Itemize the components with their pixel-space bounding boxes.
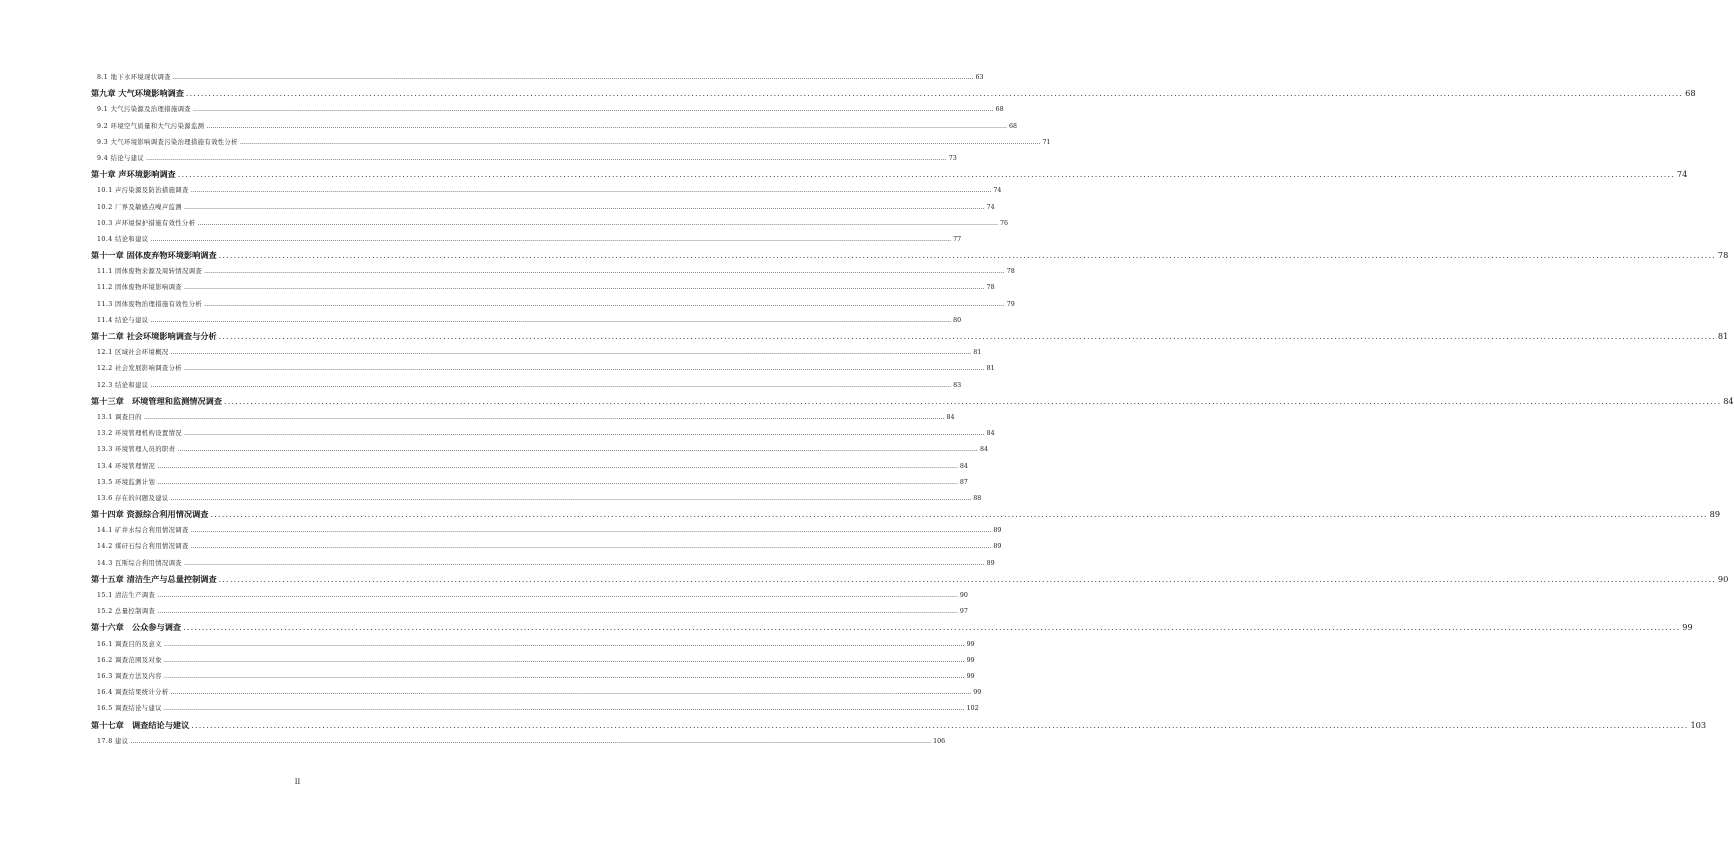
toc-leader-dots: ................................................................................................................................................................................................................................................................................................................................................................................................................: [157, 608, 958, 616]
toc-leader-dots: ................................................................................................................................................................................................................................................................................................................................................................................................................: [184, 365, 985, 373]
toc-leader-dots: ................................................................................................................................................................................................................................................................................................................................................................................................................: [204, 268, 1005, 276]
toc-leader-dots: ................................................................................................................................................................................................................................................................................................................................................................................................................: [170, 349, 972, 357]
toc-entry-title: 第十一章 固体废弃物环境影响调查: [91, 250, 217, 261]
toc-entry-title: 16.5 调查结论与建议: [97, 705, 162, 713]
toc-section-entry[interactable]: [91, 299, 1015, 315]
toc-entry-page: 79: [1006, 300, 1015, 308]
toc-entry-title: 9.2 环境空气质量和大气污染源监测: [97, 122, 205, 130]
toc-section-entry[interactable]: [91, 606, 968, 622]
toc-section-entry[interactable]: [91, 493, 982, 509]
toc-entry-page: 83: [953, 381, 962, 389]
toc-entry-title: 12.2 社会发展影响调查分析: [97, 365, 182, 373]
toc-entry-page: 99: [966, 672, 975, 680]
toc-section-entry[interactable]: [91, 347, 982, 363]
toc-section-entry[interactable]: [91, 558, 995, 574]
toc-entry-page: 68: [995, 106, 1004, 114]
toc-leader-dots: ................................................................................................................................................................................................................................................................................................................................................................................................................: [163, 672, 965, 680]
toc-section-entry[interactable]: [91, 315, 962, 331]
toc-entry-page: 106: [933, 737, 946, 745]
toc-entry-title: 10.3 声环境保护措施有效性分析: [97, 219, 196, 227]
toc-section-entry[interactable]: [91, 590, 968, 606]
toc-entry-title: 13.5 环境监测计划: [97, 478, 156, 486]
toc-entry-title: 第十六章 公众参与调查: [91, 622, 182, 633]
toc-section-entry[interactable]: [91, 541, 1002, 557]
toc-entry-title: 14.2 煤矸石综合利用情况调查: [97, 543, 189, 551]
toc-entry-page: 68: [1009, 122, 1018, 130]
toc-entry-page: 89: [993, 543, 1002, 551]
toc-entry-title: 15.2 总量控制调查: [97, 608, 156, 616]
toc-leader-dots: ................................................................................................................................................................................................................................................................................................................................................................................................................: [190, 527, 992, 535]
toc-entry-page: 88: [973, 494, 982, 502]
toc-entry-title: 10.1 声污染源及防治措施调查: [97, 187, 189, 195]
toc-entry-page: 84: [946, 413, 955, 421]
toc-section-entry[interactable]: [91, 736, 946, 752]
toc-section-entry[interactable]: [91, 185, 1002, 201]
toc-entry-title: 12.3 结论和建议: [97, 381, 149, 389]
toc-leader-dots: ................................................................................................................................................................................................................................................................................................................................................................................................................: [206, 122, 1008, 130]
toc-leader-dots: ................................................................................................................................................................................................................................................................................................................................................................................................................: [163, 705, 965, 713]
toc-leader-dots: ................................................................................................................................................................................................................................................................................................................................................................................................................: [157, 478, 958, 486]
toc-entry-page: 90: [1717, 573, 1729, 584]
toc-leader-dots: ................................................................................................................................................................................................................................................................................................................................................................................................................: [172, 74, 974, 81]
toc-leader-dots: ................................................................................................................................................................................................................................................................................................................................................................................................................: [170, 689, 972, 697]
toc-leader-dots: ................................................................................................................................................................................................................................................................................................................................................................................................................: [218, 574, 1716, 584]
toc-leader-dots: ................................................................................................................................................................................................................................................................................................................................................................................................................: [190, 187, 992, 195]
toc-entry-page: 73: [948, 154, 957, 162]
toc-section-entry[interactable]: [91, 671, 975, 687]
toc-entry-title: 14.3 瓦斯综合利用情况调查: [97, 559, 182, 567]
toc-entry-title: 第十三章 环境管理和监测情况调查: [91, 395, 223, 406]
toc-leader-dots: ................................................................................................................................................................................................................................................................................................................................................................................................................: [183, 623, 1681, 633]
toc-entry-page: 74: [1676, 169, 1688, 180]
toc-entry-title: 13.4 环境管理情况: [97, 462, 156, 470]
toc-leader-dots: ................................................................................................................................................................................................................................................................................................................................................................................................................: [150, 235, 952, 243]
toc-entry-page: 89: [986, 559, 995, 567]
toc-entry-page: 99: [1682, 622, 1693, 633]
toc-leader-dots: ................................................................................................................................................................................................................................................................................................................................................................................................................: [170, 494, 972, 502]
toc-section-entry[interactable]: [91, 655, 975, 671]
toc-section-entry[interactable]: [91, 461, 968, 477]
toc-section-entry[interactable]: [91, 687, 982, 703]
toc-section-entry[interactable]: [91, 428, 995, 444]
toc-chapter-entry[interactable]: [91, 509, 1721, 525]
toc-entry-page: 84: [959, 462, 968, 470]
toc-entry-title: 11.4 结论与建议: [97, 316, 149, 324]
toc-entry-title: 11.3 固体废物治理措施有效性分析: [97, 300, 203, 308]
toc-leader-dots: ................................................................................................................................................................................................................................................................................................................................................................................................................: [210, 510, 1708, 520]
toc-section-entry[interactable]: [91, 703, 979, 719]
toc-entry-page: 80: [953, 316, 962, 324]
toc-section-entry[interactable]: [91, 412, 955, 428]
toc-entry-title: 13.1 调查目的: [97, 413, 142, 421]
toc-leader-dots: ................................................................................................................................................................................................................................................................................................................................................................................................................: [146, 154, 947, 162]
toc-leader-dots: ................................................................................................................................................................................................................................................................................................................................................................................................................: [197, 219, 999, 227]
toc-entry-title: 16.3 调查方法及内容: [97, 672, 162, 680]
toc-leader-dots: ................................................................................................................................................................................................................................................................................................................................................................................................................: [185, 89, 1684, 99]
toc-entry-page: 84: [979, 446, 988, 454]
toc-leader-dots: ................................................................................................................................................................................................................................................................................................................................................................................................................: [157, 462, 958, 470]
toc-entry-page: 77: [953, 235, 962, 243]
toc-entry-title: 13.6 存在的问题及建议: [97, 494, 169, 502]
toc-entry-page: 89: [1709, 509, 1721, 520]
toc-entry-title: 15.1 清洁生产调查: [97, 592, 156, 599]
toc-leader-dots: ................................................................................................................................................................................................................................................................................................................................................................................................................: [143, 413, 945, 421]
toc-leader-dots: ................................................................................................................................................................................................................................................................................................................................................................................................................: [191, 720, 1689, 730]
toc-entry-title: 13.3 环境管理人员的职责: [97, 446, 176, 454]
toc-chapter-entry[interactable]: [91, 250, 1729, 266]
toc-leader-dots: ................................................................................................................................................................................................................................................................................................................................................................................................................: [177, 446, 978, 454]
toc-section-entry[interactable]: [91, 137, 1051, 153]
toc-leader-dots: ................................................................................................................................................................................................................................................................................................................................................................................................................: [150, 316, 952, 324]
toc-entry-page: 99: [966, 656, 975, 664]
toc-entry-title: 第十四章 资源综合利用情况调查: [91, 509, 209, 520]
toc-entry-title: 11.2 固体废物环境影响调查: [97, 284, 182, 292]
toc-section-entry[interactable]: [91, 72, 984, 88]
toc-leader-dots: ................................................................................................................................................................................................................................................................................................................................................................................................................: [150, 381, 952, 389]
toc-entry-page: 81: [973, 349, 982, 357]
toc-section-entry[interactable]: [91, 444, 988, 460]
toc-entry-page: 99: [973, 689, 982, 697]
toc-leader-dots: ................................................................................................................................................................................................................................................................................................................................................................................................................: [218, 332, 1716, 341]
toc-entry-page: 90: [959, 592, 968, 599]
toc-entry-title: 11.1 固体废物来源及周转情况调查: [97, 268, 203, 276]
toc-entry-page: 74: [986, 203, 995, 211]
toc-leader-dots: ................................................................................................................................................................................................................................................................................................................................................................................................................: [190, 543, 992, 551]
toc-entry-title: 9.4 结论与建议: [97, 154, 145, 162]
toc-entry-page: 81: [986, 365, 995, 373]
toc-entry-title: 第十二章 社会环境影响调查与分析: [91, 331, 217, 341]
toc-entry-page: 78: [1006, 268, 1015, 276]
toc-leader-dots: ................................................................................................................................................................................................................................................................................................................................................................................................................: [163, 656, 965, 664]
toc-entry-page: 103: [1690, 719, 1707, 730]
toc-entry-page: 74: [993, 187, 1002, 195]
toc-entry-title: 第十七章 调查结论与建议: [91, 719, 190, 730]
toc-entry-title: 16.2 调查范围及对象: [97, 656, 162, 664]
toc-entry-title: 14.1 矿井水综合利用情况调查: [97, 527, 189, 535]
toc-leader-dots: ................................................................................................................................................................................................................................................................................................................................................................................................................: [157, 592, 958, 599]
toc-section-entry[interactable]: [91, 153, 957, 169]
toc-entry-page: 76: [1000, 219, 1009, 227]
toc-leader-dots: ................................................................................................................................................................................................................................................................................................................................................................................................................: [218, 251, 1716, 261]
toc-entry-title: 9.3 大气环境影响调查污染治理措施有效性分析: [97, 138, 238, 146]
toc-entry-page: 89: [993, 527, 1002, 535]
toc-section-entry[interactable]: [91, 234, 962, 250]
toc-entry-title: 第十五章 清洁生产与总量控制调查: [91, 573, 217, 584]
toc-entry-page: 63: [975, 74, 984, 81]
toc-section-entry[interactable]: [91, 282, 995, 298]
toc-entry-page: 78: [986, 284, 995, 292]
toc-entry-page: 87: [959, 478, 968, 486]
toc-chapter-entry[interactable]: [91, 573, 1729, 590]
toc-leader-dots: ................................................................................................................................................................................................................................................................................................................................................................................................................: [204, 300, 1005, 308]
toc-leader-dots: ................................................................................................................................................................................................................................................................................................................................................................................................................: [239, 138, 1041, 146]
toc-chapter-entry[interactable]: [91, 719, 1707, 736]
toc-entry-title: 8.1 地下水环境现状调查: [97, 74, 171, 81]
toc-section-entry[interactable]: [91, 639, 975, 655]
toc-leader-dots: ................................................................................................................................................................................................................................................................................................................................................................................................................: [163, 640, 965, 648]
toc-entry-title: 13.2 环境管理机构设置情况: [97, 430, 182, 438]
toc-section-entry[interactable]: [91, 104, 1004, 120]
toc-leader-dots: ................................................................................................................................................................................................................................................................................................................................................................................................................: [184, 559, 985, 567]
toc-chapter-entry[interactable]: [91, 169, 1688, 185]
toc-entry-title: 17.8 建议: [97, 737, 129, 745]
table-of-contents: [91, 72, 1734, 752]
toc-entry-page: 102: [966, 705, 979, 713]
toc-entry-title: 16.4 调查结果统计分析: [97, 689, 169, 697]
toc-entry-page: 97: [959, 608, 968, 616]
toc-entry-page: 99: [966, 640, 975, 648]
toc-entry-page: 78: [1717, 250, 1729, 261]
toc-section-entry[interactable]: [91, 202, 995, 218]
toc-chapter-entry[interactable]: [91, 88, 1696, 104]
toc-chapter-entry[interactable]: [91, 395, 1734, 412]
toc-entry-title: 16.1 调查目的及意义: [97, 640, 162, 648]
toc-leader-dots: ................................................................................................................................................................................................................................................................................................................................................................................................................: [184, 284, 985, 292]
toc-entry-title: 12.1 区域社会环境概况: [97, 349, 169, 357]
toc-entry-page: 84: [986, 430, 995, 438]
toc-leader-dots: ................................................................................................................................................................................................................................................................................................................................................................................................................: [177, 170, 1675, 180]
page-number: II: [294, 778, 301, 786]
toc-entry-title: 第十章 声环境影响调查: [91, 169, 176, 180]
toc-section-entry[interactable]: [91, 266, 1015, 282]
toc-entry-page: 71: [1042, 138, 1051, 146]
toc-entry-page: 81: [1717, 331, 1729, 341]
toc-entry-page: 68: [1685, 88, 1696, 99]
toc-chapter-entry[interactable]: [91, 622, 1693, 638]
toc-leader-dots: ................................................................................................................................................................................................................................................................................................................................................................................................................: [184, 203, 985, 211]
toc-leader-dots: ................................................................................................................................................................................................................................................................................................................................................................................................................: [184, 430, 985, 438]
toc-entry-page: 84: [1723, 395, 1734, 406]
toc-section-entry[interactable]: [91, 121, 1018, 137]
toc-section-entry[interactable]: [91, 363, 995, 379]
toc-entry-title: 10.4 结论和建议: [97, 235, 149, 243]
toc-entry-title: 10.2 厂界及敏感点噪声监测: [97, 203, 182, 211]
toc-section-entry[interactable]: [91, 380, 962, 396]
toc-entry-title: 第九章 大气环境影响调查: [91, 88, 184, 99]
toc-section-entry[interactable]: [91, 218, 1009, 234]
toc-leader-dots: ................................................................................................................................................................................................................................................................................................................................................................................................................: [192, 106, 994, 114]
toc-leader-dots: ................................................................................................................................................................................................................................................................................................................................................................................................................: [130, 737, 932, 745]
toc-entry-title: 9.1 大气污染源及治理措施调查: [97, 106, 191, 114]
toc-leader-dots: ................................................................................................................................................................................................................................................................................................................................................................................................................: [224, 396, 1722, 406]
toc-section-entry[interactable]: [91, 525, 1002, 541]
toc-chapter-entry[interactable]: [91, 331, 1729, 347]
toc-section-entry[interactable]: [91, 477, 968, 493]
